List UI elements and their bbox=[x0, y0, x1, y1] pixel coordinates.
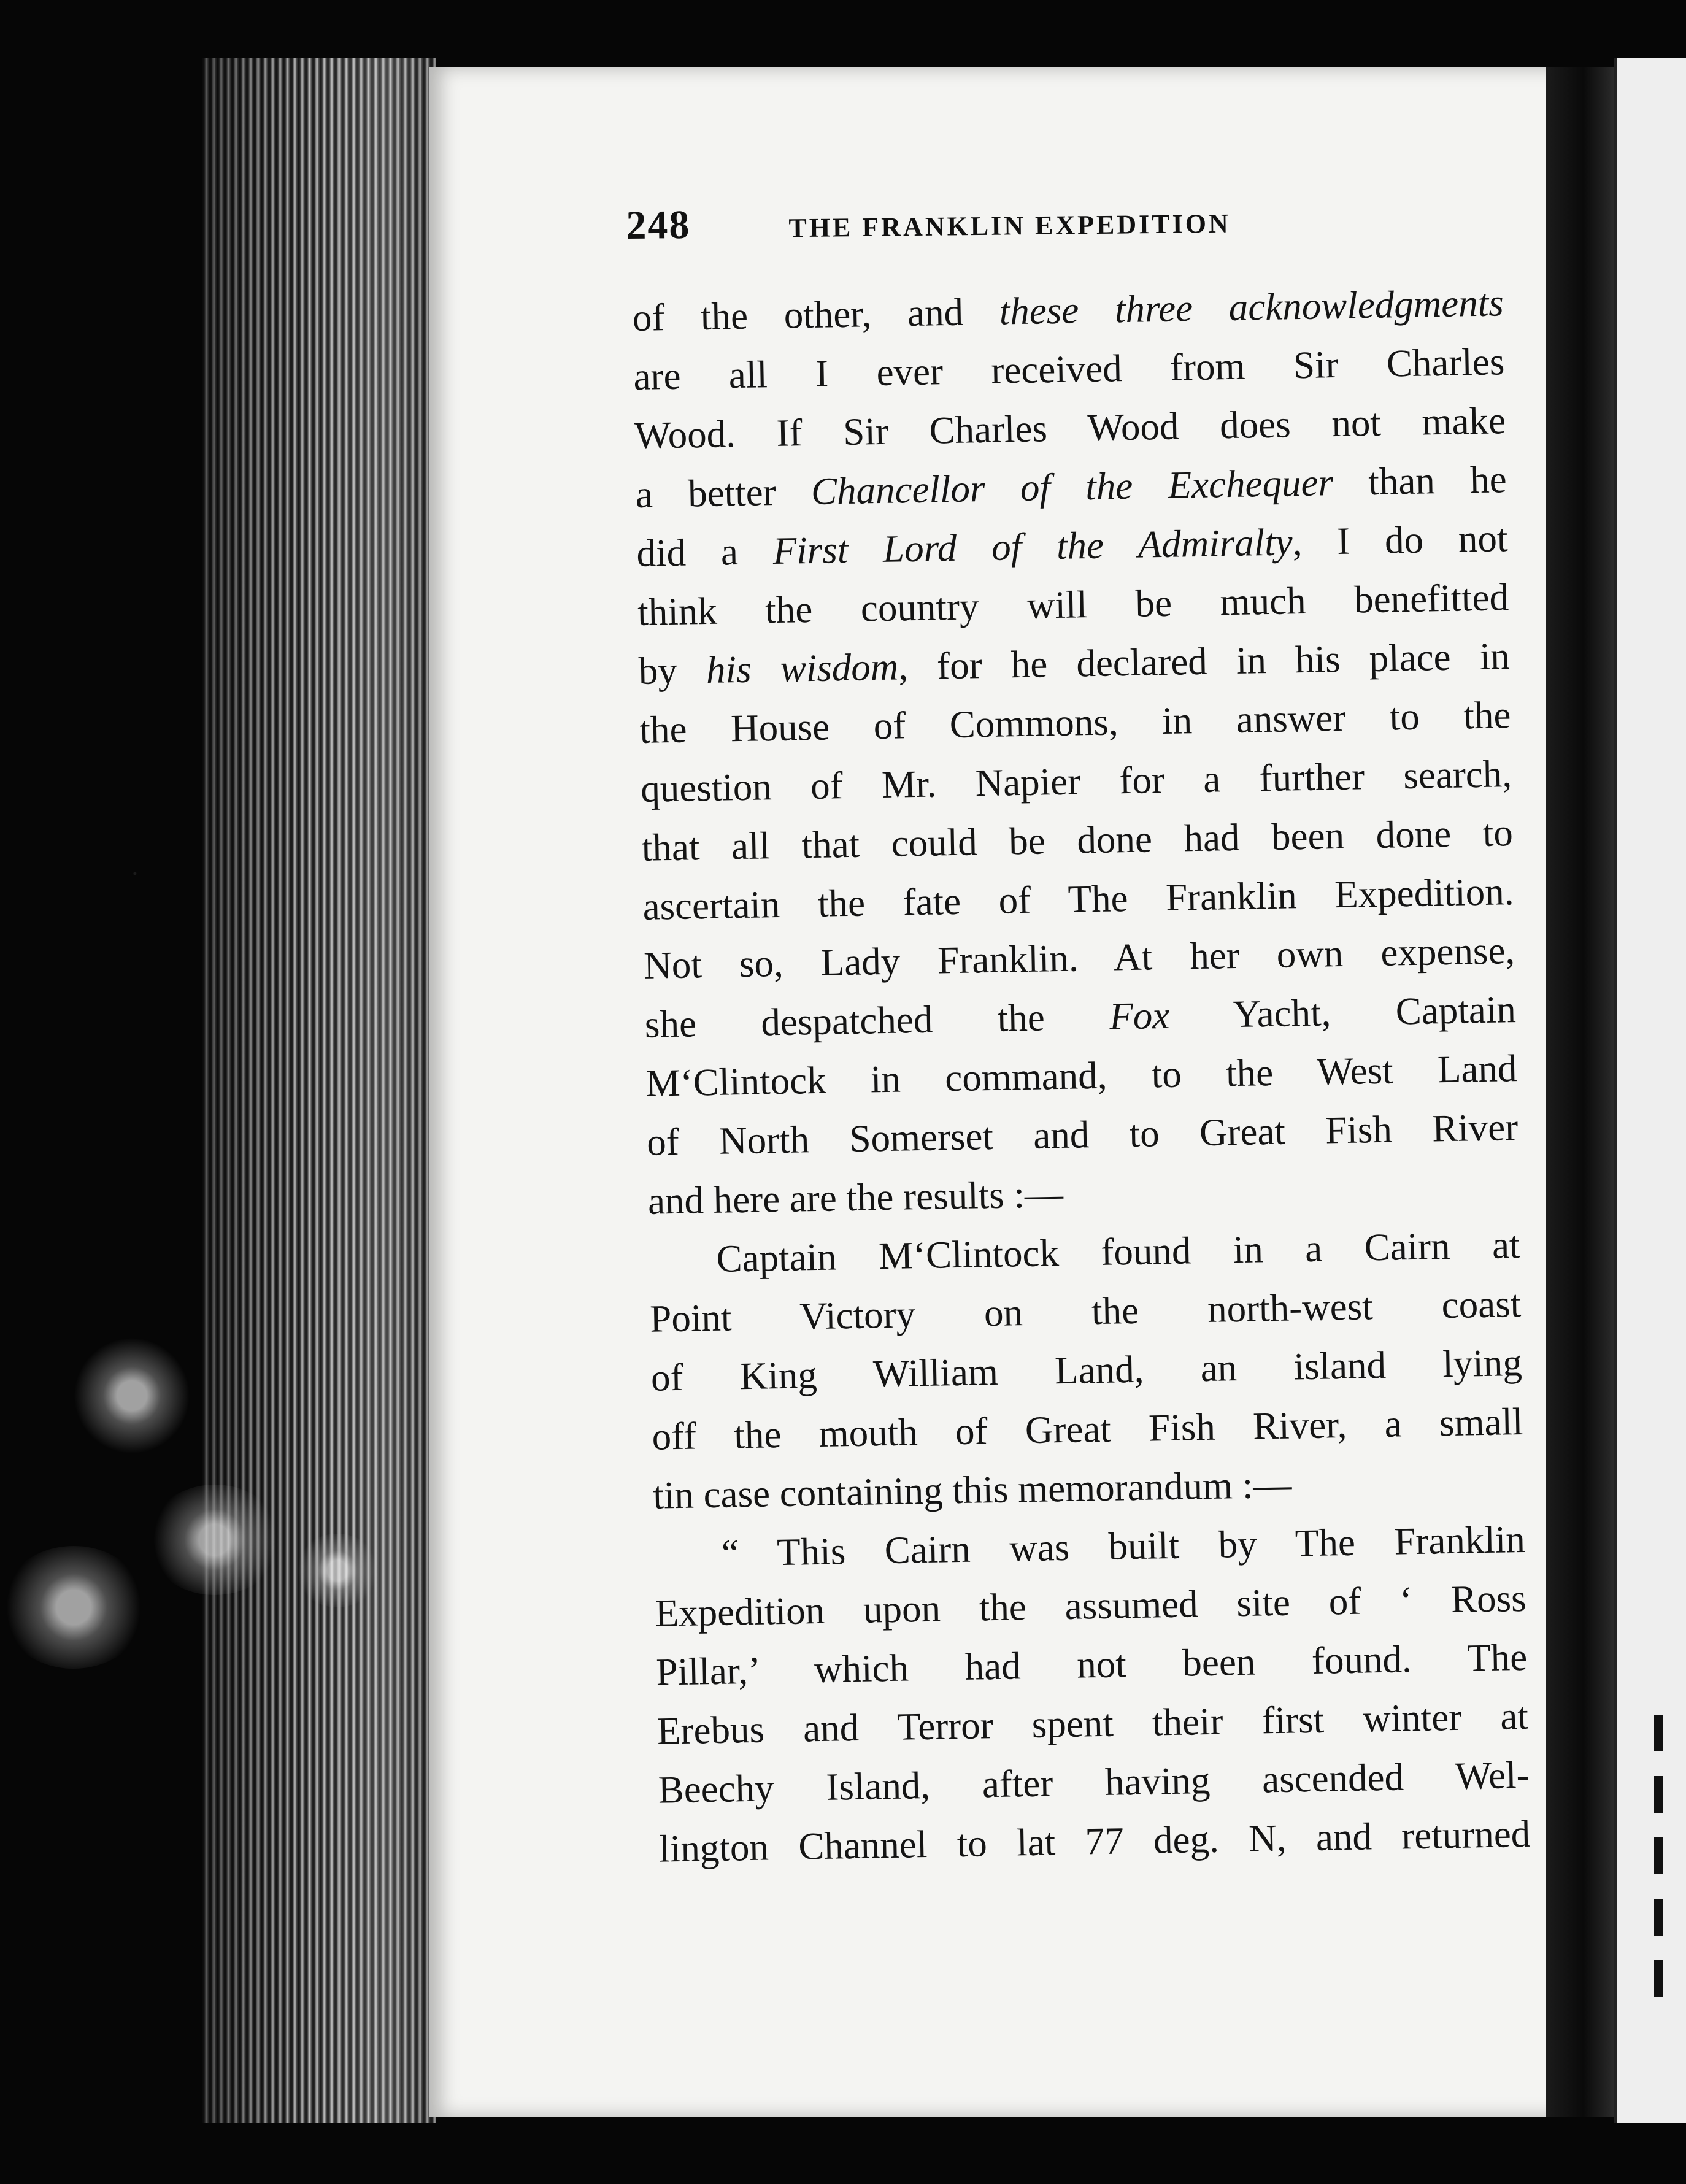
italic-phrase: Fox bbox=[1109, 993, 1170, 1038]
stain-mark bbox=[74, 1337, 190, 1454]
italic-phrase: Chancellor of the Exchequer bbox=[810, 461, 1334, 513]
text-line: Erebus and Terror spent their first winter at bbox=[656, 1694, 1529, 1753]
text-line: Point Victory on the north-west coast bbox=[649, 1282, 1522, 1340]
text-segment: than he bbox=[1333, 458, 1507, 504]
page-number: 248 bbox=[626, 202, 691, 248]
text-line: “ This Cairn was built by The Franklin bbox=[721, 1517, 1526, 1575]
text-segment: of North Somerset and to Great Fish River bbox=[646, 1105, 1519, 1164]
paragraph bbox=[649, 1215, 1525, 1525]
text-line: Captain M‘Clintock found in a Cairn at bbox=[716, 1223, 1521, 1280]
text-line: off the mouth of Great Fish River, a small bbox=[652, 1399, 1524, 1458]
next-page-glyph bbox=[1654, 1899, 1663, 1936]
text-segment: Wood. If Sir Charles Wood does not make bbox=[634, 399, 1506, 457]
text-segment: did a bbox=[636, 529, 774, 575]
next-page-glyph bbox=[1654, 1715, 1663, 1751]
text-line: Pillar,’ which had not been found. The bbox=[655, 1635, 1528, 1694]
text-segment: she despatched the bbox=[644, 994, 1110, 1046]
text-segment: a better bbox=[635, 469, 812, 516]
text-segment: , for he declared in his place in bbox=[898, 634, 1511, 688]
text-segment: question of Mr. Napier for a further search, bbox=[640, 752, 1512, 810]
italic-phrase: First Lord of the Admiralty bbox=[772, 520, 1293, 573]
text-line: Expedition upon the assumed site of ‘ Ross bbox=[655, 1576, 1527, 1635]
next-page-glyph bbox=[1654, 1837, 1663, 1874]
text-line: lington Channel to lat 77 deg. N, and returned bbox=[658, 1812, 1531, 1871]
text-segment: Not so, Lady Franklin. At her own expense, bbox=[643, 929, 1515, 987]
italic-phrase: his wisdom bbox=[706, 645, 899, 691]
text-segment: by bbox=[638, 648, 707, 693]
text-segment: M‘Clintock in command, to the West Land bbox=[645, 1047, 1518, 1105]
text-segment: Yacht, Captain bbox=[1169, 988, 1517, 1037]
text-segment: the House of Commons, in answer to the bbox=[639, 693, 1511, 752]
edge-shadow bbox=[202, 58, 436, 2123]
text-segment: and here are the results :— bbox=[647, 1172, 1064, 1223]
next-page-glyph bbox=[1654, 1960, 1663, 1997]
next-page-glyph bbox=[1654, 1776, 1663, 1813]
italic-phrase: these three acknowledgments bbox=[999, 281, 1504, 333]
page-header bbox=[626, 195, 1314, 258]
text-segment: that all that could be done had been done to bbox=[641, 811, 1514, 869]
text-segment: ascertain the fate of The Franklin Expedition. bbox=[642, 870, 1514, 928]
text-line: of King William Land, an island lying bbox=[650, 1340, 1523, 1399]
stain-mark bbox=[294, 1534, 380, 1607]
paragraph bbox=[632, 273, 1520, 1231]
stain-mark bbox=[147, 1485, 282, 1595]
next-page-edge bbox=[1614, 58, 1686, 2123]
text-segment: of the other, and bbox=[632, 290, 1000, 339]
stain-mark bbox=[0, 1546, 147, 1669]
running-head: THE FRANKLIN EXPEDITION bbox=[788, 208, 1231, 244]
text-line: Beechy Island, after having ascended Wel- bbox=[658, 1753, 1530, 1812]
text-segment: are all I ever received from Sir Charles bbox=[633, 340, 1505, 398]
body-text bbox=[632, 273, 1531, 1878]
text-segment: , I do not bbox=[1291, 517, 1508, 564]
text-line: tin case containing this memorandum :— bbox=[652, 1463, 1292, 1517]
book-gutter bbox=[1546, 67, 1614, 2117]
text-segment: think the country will be much benefitted bbox=[637, 575, 1509, 634]
paragraph bbox=[653, 1510, 1531, 1878]
